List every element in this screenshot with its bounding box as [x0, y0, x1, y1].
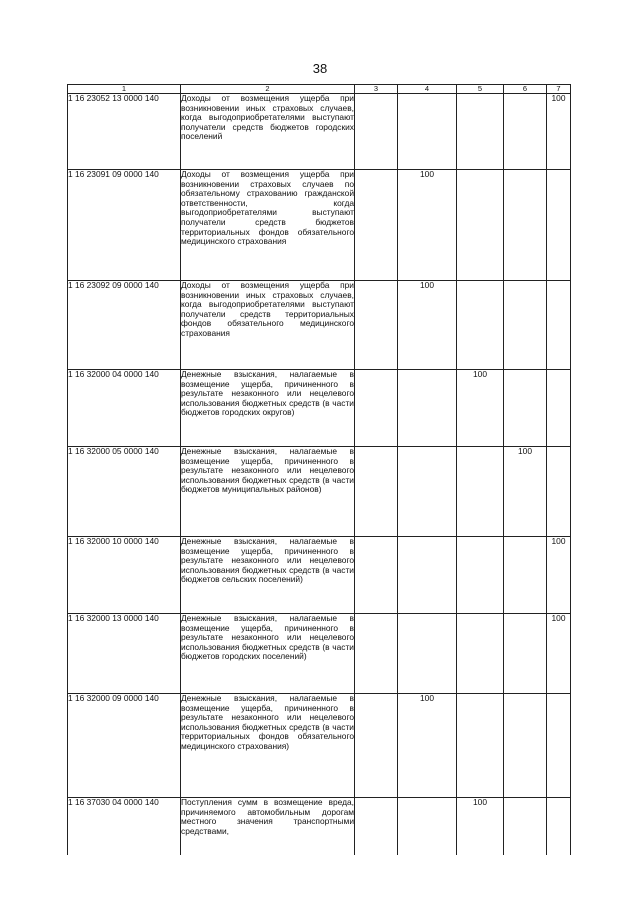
table-row	[68, 281, 571, 370]
value-col-6	[504, 370, 547, 447]
value-col-4	[398, 537, 457, 614]
value-col-6	[504, 798, 547, 855]
revenue-description: Денежные взыскания, налагаемые в возмещение ущерба, причиненного в результате незаконного или нецелевого использования бюджетных средств (в части территориальных фондов обязательного медицинского страхования)	[181, 694, 355, 798]
value-col-3	[355, 94, 398, 170]
column-header: 4	[398, 85, 457, 94]
value-col-5	[457, 614, 504, 694]
value-col-4: 100	[398, 170, 457, 281]
table-row	[68, 694, 571, 798]
value-col-7	[547, 447, 571, 537]
revenue-description: Доходы от возмещения ущерба при возникновении страховых случаев по обязательному страхованию гражданской ответственности, когда выгодоприобретателями выступают получатели средств бюджетов территориальных фондов обязательного медицинского страхования	[181, 170, 355, 281]
value-col-5	[457, 94, 504, 170]
budget-code: 1 16 23052 13 0000 140	[68, 94, 181, 170]
table-row	[68, 447, 571, 537]
value-col-3	[355, 281, 398, 370]
value-col-6	[504, 170, 547, 281]
value-col-3	[355, 370, 398, 447]
value-col-5: 100	[457, 370, 504, 447]
budget-code: 1 16 32000 13 0000 140	[68, 614, 181, 694]
value-col-4	[398, 614, 457, 694]
value-col-6	[504, 281, 547, 370]
value-col-3	[355, 447, 398, 537]
value-col-4: 100	[398, 694, 457, 798]
value-col-3	[355, 170, 398, 281]
revenue-description: Денежные взыскания, налагаемые в возмещение ущерба, причиненного в результате незаконного или нецелевого использования бюджетных средств (в части бюджетов городских округов)	[181, 370, 355, 447]
value-col-4	[398, 798, 457, 855]
column-header: 5	[457, 85, 504, 94]
budget-code: 1 16 23092 09 0000 140	[68, 281, 181, 370]
value-col-5	[457, 170, 504, 281]
value-col-5	[457, 537, 504, 614]
value-col-4	[398, 370, 457, 447]
budget-code: 1 16 32000 04 0000 140	[68, 370, 181, 447]
table-row	[68, 537, 571, 614]
value-col-3	[355, 537, 398, 614]
budget-code: 1 16 37030 04 0000 140	[68, 798, 181, 855]
value-col-5	[457, 447, 504, 537]
revenue-description: Денежные взыскания, налагаемые в возмещение ущерба, причиненного в результате незаконного или нецелевого использования бюджетных средств (в части бюджетов городских поселений)	[181, 614, 355, 694]
value-col-7	[547, 281, 571, 370]
value-col-4	[398, 447, 457, 537]
revenue-description: Доходы от возмещения ущерба при возникновении иных страховых случаев, когда выгодоприобретателями выступают получатели средств территориальных фондов обязательного медицинского страхования	[181, 281, 355, 370]
column-header: 3	[355, 85, 398, 94]
value-col-6	[504, 694, 547, 798]
table-row	[68, 614, 571, 694]
table-row	[68, 94, 571, 170]
table-row	[68, 798, 571, 855]
budget-code: 1 16 32000 10 0000 140	[68, 537, 181, 614]
revenue-description: Денежные взыскания, налагаемые в возмещение ущерба, причиненного в результате незаконного или нецелевого использования бюджетных средств (в части бюджетов муниципальных районов)	[181, 447, 355, 537]
column-header: 2	[181, 85, 355, 94]
value-col-7: 100	[547, 537, 571, 614]
value-col-5: 100	[457, 798, 504, 855]
revenue-description: Поступления сумм в возмещение вреда, причиняемого автомобильным дорогам местного значения транспортными средствами,	[181, 798, 355, 855]
value-col-6	[504, 537, 547, 614]
value-col-3	[355, 798, 398, 855]
value-col-3	[355, 694, 398, 798]
value-col-4	[398, 94, 457, 170]
revenue-table	[67, 84, 571, 855]
value-col-7	[547, 694, 571, 798]
value-col-3	[355, 614, 398, 694]
column-header: 1	[68, 85, 181, 94]
value-col-6: 100	[504, 447, 547, 537]
value-col-7: 100	[547, 614, 571, 694]
value-col-5	[457, 694, 504, 798]
value-col-7	[547, 370, 571, 447]
value-col-5	[457, 281, 504, 370]
value-col-6	[504, 94, 547, 170]
revenue-description: Доходы от возмещения ущерба при возникновении иных страховых случаев, когда выгодоприобретателями выступают получатели средств бюджетов городских поселений	[181, 94, 355, 170]
value-col-4: 100	[398, 281, 457, 370]
budget-code: 1 16 23091 09 0000 140	[68, 170, 181, 281]
table-row	[68, 370, 571, 447]
page-number: 38	[312, 61, 328, 76]
budget-code: 1 16 32000 05 0000 140	[68, 447, 181, 537]
column-header: 6	[504, 85, 547, 94]
value-col-7	[547, 170, 571, 281]
value-col-7: 100	[547, 94, 571, 170]
table-row	[68, 170, 571, 281]
value-col-7	[547, 798, 571, 855]
budget-code: 1 16 32000 09 0000 140	[68, 694, 181, 798]
revenue-description: Денежные взыскания, налагаемые в возмещение ущерба, причиненного в результате незаконного или нецелевого использования бюджетных средств (в части бюджетов сельских поселений)	[181, 537, 355, 614]
column-header: 7	[547, 85, 571, 94]
value-col-6	[504, 614, 547, 694]
